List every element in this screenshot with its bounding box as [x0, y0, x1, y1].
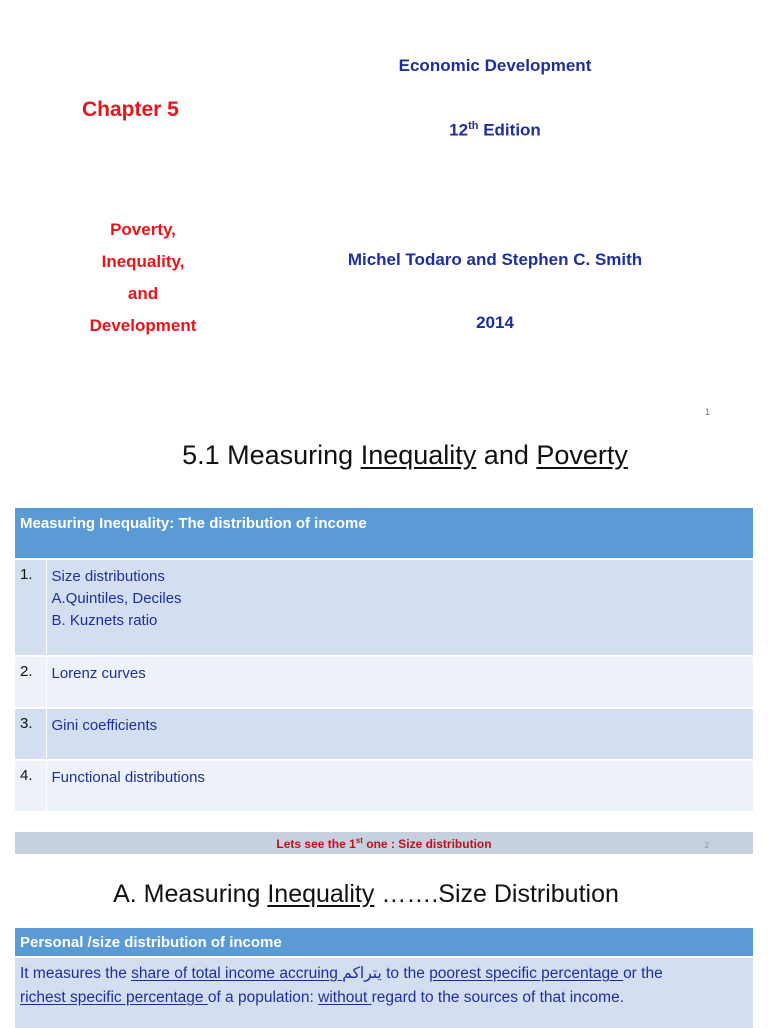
table-row	[15, 656, 753, 708]
book-title: Economic Development	[398, 56, 592, 75]
edition-number: 12	[449, 120, 469, 140]
section-title	[0, 440, 768, 471]
banner-text	[15, 836, 753, 851]
definition-text: or the	[623, 965, 663, 982]
definition-underlined: without	[318, 989, 372, 1006]
subtitle-line: and	[127, 284, 159, 303]
row-line: B. Kuznets ratio	[51, 612, 158, 629]
section-title-poverty: Poverty	[536, 440, 628, 470]
definition-box-header: Personal /size distribution of income	[15, 928, 753, 956]
row-line: Gini coefficients	[51, 717, 158, 734]
banner-superscript: st	[355, 836, 363, 845]
row-text	[46, 760, 753, 811]
definition-text: regard to the sources of that income.	[371, 989, 625, 1006]
table-row	[15, 708, 753, 760]
table-row	[15, 760, 753, 811]
subtitle-line: Inequality,	[101, 252, 185, 271]
banner-text-start: Lets see the 1	[276, 837, 356, 851]
subtitle-line: Poverty,	[110, 220, 176, 239]
section-title-inequality: Inequality	[360, 440, 477, 470]
row-line: Functional distributions	[51, 769, 205, 786]
definition-text: to the	[381, 965, 430, 982]
section-title-mid: and	[476, 440, 537, 470]
row-number: 1.	[15, 559, 46, 656]
slide-page-number: 1	[705, 407, 711, 417]
chapter-title: Chapter 5	[82, 98, 179, 121]
row-number: 4.	[15, 760, 46, 811]
row-number: 3.	[15, 708, 46, 760]
banner-text-end: one : Size distribution	[362, 837, 492, 851]
subsection-title-suffix: …….Size Distribution	[374, 880, 619, 908]
definition-underlined: richest specific percentage	[20, 989, 208, 1006]
row-text	[46, 656, 753, 708]
next-topic-banner	[15, 832, 753, 854]
book-authors: Michel Todaro and Stephen C. Smith	[347, 250, 643, 269]
section-title-prefix: 5.1 Measuring	[182, 440, 361, 470]
definition-underlined: share of total income accruing	[131, 965, 343, 982]
row-line: Size distributions	[51, 568, 165, 585]
row-text	[46, 559, 753, 656]
definition-text: It measures the	[20, 965, 132, 982]
definition-text: of a population:	[207, 989, 319, 1006]
slide-page-number: 2	[704, 841, 709, 850]
row-text	[46, 708, 753, 760]
subtitle-line: Development	[89, 316, 197, 335]
subsection-title	[0, 880, 732, 909]
definition-box-body	[15, 958, 753, 1028]
chapter-subtitle	[62, 214, 224, 342]
edition-suffix: th	[468, 120, 479, 132]
table-row	[15, 559, 753, 656]
book-year: 2014	[476, 313, 514, 332]
definition-arabic: يتراكم	[342, 965, 382, 982]
table-header-row	[15, 508, 753, 559]
subsection-title-inequality: Inequality	[267, 880, 375, 908]
table-header: Measuring Inequality: The distribution of income	[15, 508, 753, 559]
row-number: 2.	[15, 656, 46, 708]
row-line: A.Quintiles, Deciles	[51, 590, 182, 607]
edition-word: Edition	[478, 120, 541, 140]
row-line: Lorenz curves	[51, 665, 146, 682]
inequality-measures-table	[15, 508, 753, 811]
definition-underlined: poorest specific percentage	[429, 965, 624, 982]
book-edition	[330, 120, 660, 141]
subsection-title-prefix: A. Measuring	[113, 880, 268, 908]
